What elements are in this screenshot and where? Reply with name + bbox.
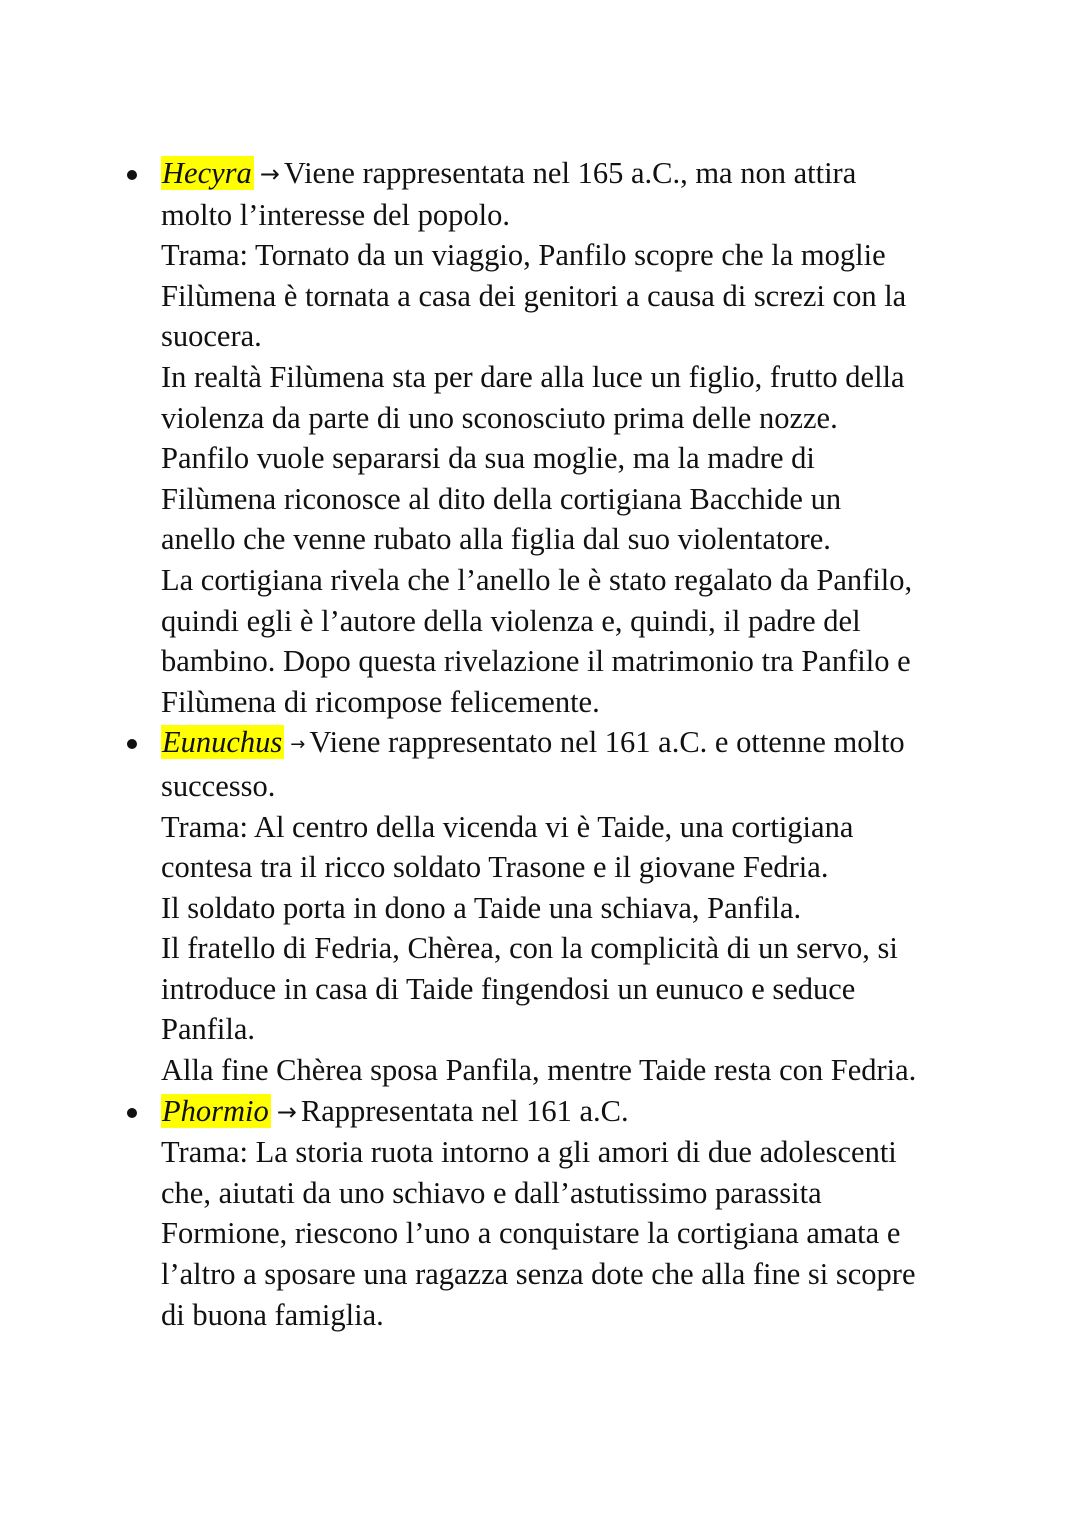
entry-text: Alla fine Chèrea sposa Panfila, mentre Taide resta con Fedria. [161, 1053, 917, 1088]
entry-text: Filùmena di ricompose felicemente. [161, 684, 600, 719]
entry-text: successo. [161, 768, 276, 803]
list-item-hecyra [124, 153, 994, 722]
entry-text: suocera. [161, 319, 262, 354]
entry-text: Rappresentata nel 161 a.C. [300, 1093, 629, 1128]
entry-text: Filùmena è tornata a casa dei genitori a causa di screzi con la [161, 278, 907, 313]
entry-text: che, aiutati da uno schiavo e dall’astutissimo parassita [161, 1175, 822, 1210]
play-title-highlight: Hecyra [162, 156, 252, 190]
entry-text: quindi egli è l’autore della violenza e, quindi, il padre del [161, 603, 861, 638]
entry-text: Viene rappresentato nel 161 a.C. e ottenne molto [309, 725, 905, 760]
entry-text: Il fratello di Fedria, Chèrea, con la complicità di un servo, si [161, 931, 898, 966]
bullet-icon [127, 170, 137, 180]
entry-text: molto l’interesse del popolo. [161, 197, 510, 232]
list-item-phormio [124, 1091, 994, 1336]
plays-list [124, 153, 994, 1335]
entry-first-line [161, 153, 994, 195]
entry-text: Filùmena riconosce al dito della cortigiana Bacchide un [161, 481, 842, 516]
entry-text: Panfila. [161, 1012, 256, 1047]
arrow-right-icon: → [259, 160, 280, 188]
entry-text: La cortigiana rivela che l’anello le è stato regalato da Panfilo, [161, 562, 913, 597]
entry-text: Viene rappresentata nel 165 a.C., ma non attira [283, 156, 857, 190]
play-title-highlight: Phormio [162, 1093, 269, 1128]
arrow-right-icon: → [290, 734, 306, 756]
entry-text: Formione, riescono l’uno a conquistare la cortigiana amata e [161, 1216, 901, 1251]
arrow-right-icon: → [276, 1097, 297, 1126]
bullet-icon [127, 1108, 137, 1118]
entry-first-line [161, 722, 994, 766]
bullet-icon [127, 739, 137, 749]
play-title-highlight: Eunuchus [162, 725, 283, 760]
entry-text: Panfilo vuole separarsi da sua moglie, ma la madre di [161, 441, 815, 476]
entry-text: contesa tra il ricco soldato Trasone e il giovane Fedria. [161, 850, 829, 885]
entry-text: In realtà Filùmena sta per dare alla luce un figlio, frutto della [161, 359, 905, 394]
entry-text: bambino. Dopo questa rivelazione il matrimonio tra Panfilo e [161, 644, 911, 679]
entry-text: Trama: Al centro della vicenda vi è Taide, una cortigiana [161, 809, 854, 844]
entry-text: violenza da parte di uno sconosciuto prima delle nozze. [161, 400, 838, 435]
entry-text: di buona famiglia. [161, 1297, 384, 1332]
entry-text: Trama: La storia ruota intorno a gli amori di due adolescenti [161, 1135, 897, 1170]
list-item-eunuchus [124, 722, 994, 1090]
entry-text: introduce in casa di Taide fingendosi un eunuco e seduce [161, 971, 856, 1006]
entry-text: Trama: Tornato da un viaggio, Panfilo scopre che la moglie [161, 238, 886, 273]
entry-text: l’altro a sposare una ragazza senza dote che alla fine si scopre [161, 1257, 916, 1292]
entry-first-line [161, 1091, 994, 1133]
entry-text: Il soldato porta in dono a Taide una schiava, Panfila. [161, 890, 802, 925]
entry-text: anello che venne rubato alla figlia dal suo violentatore. [161, 522, 831, 557]
